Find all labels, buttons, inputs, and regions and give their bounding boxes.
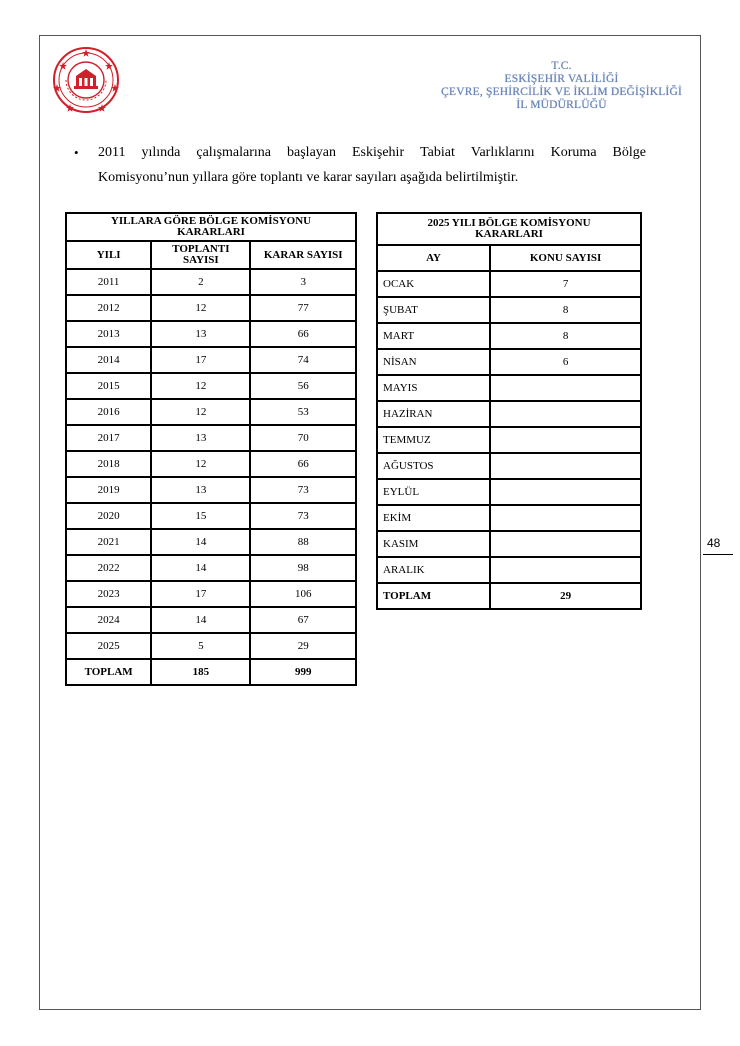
cell-meeting-count: 12 <box>151 399 250 425</box>
cell-decision-count: 70 <box>250 425 356 451</box>
cell-year: 2014 <box>66 347 151 373</box>
cell-meeting-count: 5 <box>151 633 250 659</box>
intro-word: Bölge <box>612 145 646 160</box>
table-row <box>66 555 356 581</box>
table-row <box>377 505 641 531</box>
total-meeting-count: 185 <box>151 659 250 685</box>
cell-year: 2018 <box>66 451 151 477</box>
table-row <box>66 269 356 295</box>
cell-decision-count: 53 <box>250 399 356 425</box>
table-row <box>377 479 641 505</box>
intro-word: çalışmalarına <box>196 145 272 160</box>
total-topic-count: 29 <box>490 583 641 609</box>
table-row <box>377 427 641 453</box>
cell-meeting-count: 15 <box>151 503 250 529</box>
intro-word: Varlıklarını <box>470 145 535 160</box>
cell-decision-count: 67 <box>250 607 356 633</box>
header-line-valilik: ESKİŞEHİR VALİLİĞİ <box>504 73 619 85</box>
intro-word: Eskişehir <box>352 145 405 160</box>
yearly-decisions-table <box>65 212 357 686</box>
cell-month: MART <box>377 323 490 349</box>
cell-month: NİSAN <box>377 349 490 375</box>
page-number: 48 <box>707 536 721 550</box>
cell-topic-count <box>490 401 641 427</box>
cell-month: ŞUBAT <box>377 297 490 323</box>
table-row <box>377 375 641 401</box>
cell-decision-count: 29 <box>250 633 356 659</box>
header-meeting-count: TOPLANTI SAYISI <box>151 241 250 269</box>
cell-month: OCAK <box>377 271 490 297</box>
cell-year: 2013 <box>66 321 151 347</box>
cell-decision-count: 74 <box>250 347 356 373</box>
cell-month: EKİM <box>377 505 490 531</box>
intro-line-2: Komisyonu’nun yıllara göre toplantı ve karar sayıları aşağıda belirtilmiştir. <box>98 170 519 185</box>
total-decision-count: 999 <box>250 659 356 685</box>
bullet-icon: • <box>74 145 79 160</box>
intro-word: Tabiat <box>420 145 455 160</box>
cell-year: 2025 <box>66 633 151 659</box>
header-topic-count: KONU SAYISI <box>490 245 641 271</box>
cell-meeting-count: 13 <box>151 321 250 347</box>
cell-month: AĞUSTOS <box>377 453 490 479</box>
cell-decision-count: 77 <box>250 295 356 321</box>
cell-topic-count: 6 <box>490 349 641 375</box>
header-decision-count: KARAR SAYISI <box>250 241 356 269</box>
cell-meeting-count: 13 <box>151 425 250 451</box>
cell-topic-count <box>490 453 641 479</box>
cell-year: 2011 <box>66 269 151 295</box>
monthly-table-title: 2025 YILI BÖLGE KOMİSYONU KARARLARI <box>377 213 641 245</box>
cell-topic-count <box>490 375 641 401</box>
cell-decision-count: 98 <box>250 555 356 581</box>
header-line-tc: T.C. <box>551 60 572 72</box>
monthly-decisions-table <box>376 212 642 610</box>
cell-topic-count <box>490 479 641 505</box>
cell-decision-count: 3 <box>250 269 356 295</box>
cell-year: 2022 <box>66 555 151 581</box>
table-row <box>66 321 356 347</box>
cell-year: 2017 <box>66 425 151 451</box>
total-row <box>377 583 641 609</box>
cell-meeting-count: 13 <box>151 477 250 503</box>
cell-meeting-count: 2 <box>151 269 250 295</box>
table-row <box>66 451 356 477</box>
cell-topic-count <box>490 531 641 557</box>
cell-meeting-count: 17 <box>151 581 250 607</box>
table-row <box>66 503 356 529</box>
table-row <box>377 531 641 557</box>
cell-topic-count: 8 <box>490 323 641 349</box>
cell-year: 2019 <box>66 477 151 503</box>
table-row <box>377 453 641 479</box>
cell-meeting-count: 12 <box>151 373 250 399</box>
table-row <box>377 271 641 297</box>
table-row <box>66 477 356 503</box>
table-row <box>66 295 356 321</box>
cell-decision-count: 66 <box>250 451 356 477</box>
cell-month: MAYIS <box>377 375 490 401</box>
cell-decision-count: 73 <box>250 503 356 529</box>
cell-decision-count: 56 <box>250 373 356 399</box>
table-row <box>377 297 641 323</box>
cell-topic-count <box>490 505 641 531</box>
cell-year: 2024 <box>66 607 151 633</box>
cell-year: 2021 <box>66 529 151 555</box>
cell-topic-count: 7 <box>490 271 641 297</box>
table-row <box>66 373 356 399</box>
intro-line-1 <box>98 140 646 165</box>
intro-word: başlayan <box>287 145 336 160</box>
header-line-ministry: ÇEVRE, ŞEHİRCİLİK VE İKLİM DEĞİŞİKLİĞİ <box>441 86 682 98</box>
government-seal-icon <box>52 46 120 114</box>
table-row <box>66 347 356 373</box>
cell-topic-count <box>490 557 641 583</box>
cell-meeting-count: 12 <box>151 295 250 321</box>
total-label: TOPLAM <box>377 583 490 609</box>
cell-year: 2020 <box>66 503 151 529</box>
page-header <box>441 60 682 112</box>
cell-year: 2023 <box>66 581 151 607</box>
intro-word: 2011 <box>98 145 126 160</box>
table-row <box>66 425 356 451</box>
cell-month: ARALIK <box>377 557 490 583</box>
table-row <box>66 633 356 659</box>
cell-meeting-count: 17 <box>151 347 250 373</box>
cell-decision-count: 88 <box>250 529 356 555</box>
table-row <box>66 529 356 555</box>
header-line-directorate: İL MÜDÜRLÜĞÜ <box>516 99 607 111</box>
intro-word: yılında <box>141 145 181 160</box>
cell-decision-count: 73 <box>250 477 356 503</box>
cell-decision-count: 66 <box>250 321 356 347</box>
total-row <box>66 659 356 685</box>
cell-month: KASIM <box>377 531 490 557</box>
cell-decision-count: 106 <box>250 581 356 607</box>
cell-meeting-count: 14 <box>151 529 250 555</box>
table-row <box>377 323 641 349</box>
cell-year: 2015 <box>66 373 151 399</box>
table-row <box>66 581 356 607</box>
cell-topic-count: 8 <box>490 297 641 323</box>
total-label: TOPLAM <box>66 659 151 685</box>
cell-year: 2016 <box>66 399 151 425</box>
table-row <box>66 399 356 425</box>
cell-meeting-count: 14 <box>151 607 250 633</box>
header-month: AY <box>377 245 490 271</box>
page-number-rule <box>703 554 733 555</box>
table-row <box>377 557 641 583</box>
cell-month: TEMMUZ <box>377 427 490 453</box>
intro-word: Koruma <box>550 145 597 160</box>
cell-meeting-count: 14 <box>151 555 250 581</box>
cell-meeting-count: 12 <box>151 451 250 477</box>
table-row <box>377 401 641 427</box>
yearly-table-title: YILLARA GÖRE BÖLGE KOMİSYONU KARARLARI <box>66 213 356 241</box>
table-row <box>66 607 356 633</box>
cell-year: 2012 <box>66 295 151 321</box>
cell-topic-count <box>490 427 641 453</box>
header-year: YILI <box>66 241 151 269</box>
cell-month: HAZİRAN <box>377 401 490 427</box>
table-row <box>377 349 641 375</box>
cell-month: EYLÜL <box>377 479 490 505</box>
